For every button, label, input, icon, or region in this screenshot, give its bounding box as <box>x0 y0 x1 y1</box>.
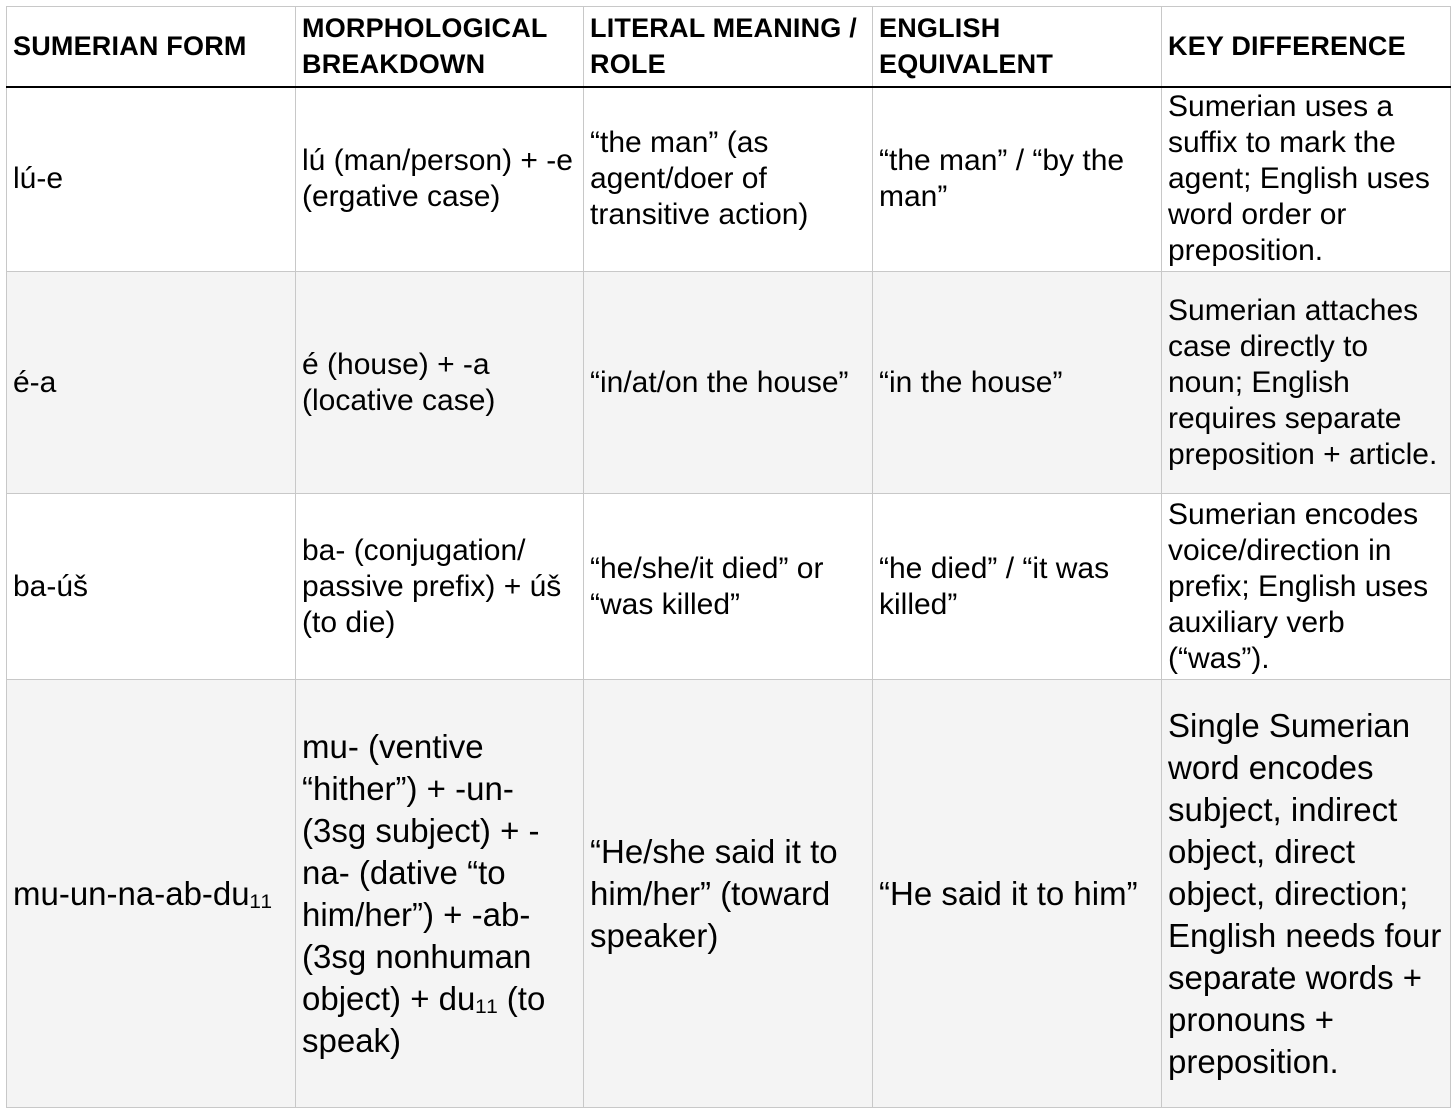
header-row <box>7 7 1451 87</box>
cell-sumerian-form: mu-un-na-ab-du₁₁ <box>7 680 296 1108</box>
cell-literal-meaning: “He/she said it to him/her” (toward speaker) <box>584 680 873 1108</box>
cell-literal-meaning: “he/she/it died” or “was killed” <box>584 494 873 680</box>
cell-sumerian-form: lú-e <box>7 87 296 272</box>
cell-english-equivalent: “in the house” <box>873 272 1162 494</box>
cell-literal-meaning: “in/at/on the house” <box>584 272 873 494</box>
table-row <box>7 87 1451 272</box>
cell-english-equivalent: “he died” / “it was killed” <box>873 494 1162 680</box>
cell-key-difference: Sumerian encodes voice/direction in prefix; English uses auxiliary verb (“was”). <box>1162 494 1451 680</box>
cell-key-difference: Sumerian attaches case directly to noun; English requires separate preposition + article. <box>1162 272 1451 494</box>
header-literal-meaning: LITERAL MEANING / ROLE <box>584 7 873 87</box>
cell-english-equivalent: “He said it to him” <box>873 680 1162 1108</box>
cell-key-difference: Sumerian uses a suffix to mark the agent; English uses word order or preposition. <box>1162 87 1451 272</box>
header-sumerian-form: SUMERIAN FORM <box>7 7 296 87</box>
cell-english-equivalent: “the man” / “by the man” <box>873 87 1162 272</box>
header-morphological-breakdown: MORPHOLOGICAL BREAKDOWN <box>296 7 584 87</box>
header-key-difference: KEY DIFFERENCE <box>1162 7 1451 87</box>
cell-morphological-breakdown: é (house) + -a (locative case) <box>296 272 584 494</box>
table-row <box>7 272 1451 494</box>
cell-sumerian-form: é-a <box>7 272 296 494</box>
cell-key-difference: Single Sumerian word encodes subject, indirect object, direct object, direction; English needs four separate words + pronouns + preposition. <box>1162 680 1451 1108</box>
cell-morphological-breakdown: mu- (ventive “hither”) + -un- (3sg subject) + -na- (dative “to him/her”) + -ab- (3sg nonhuman object) + du₁₁ (to speak) <box>296 680 584 1108</box>
header-english-equivalent: ENGLISH EQUIVALENT <box>873 7 1162 87</box>
table-row <box>7 680 1451 1108</box>
cell-sumerian-form: ba-úš <box>7 494 296 680</box>
comparison-table <box>6 6 1451 1108</box>
table-row <box>7 494 1451 680</box>
cell-morphological-breakdown: lú (man/person) + -e (ergative case) <box>296 87 584 272</box>
cell-literal-meaning: “the man” (as agent/doer of transitive action) <box>584 87 873 272</box>
cell-morphological-breakdown: ba- (conjugation/ passive prefix) + úš (to die) <box>296 494 584 680</box>
